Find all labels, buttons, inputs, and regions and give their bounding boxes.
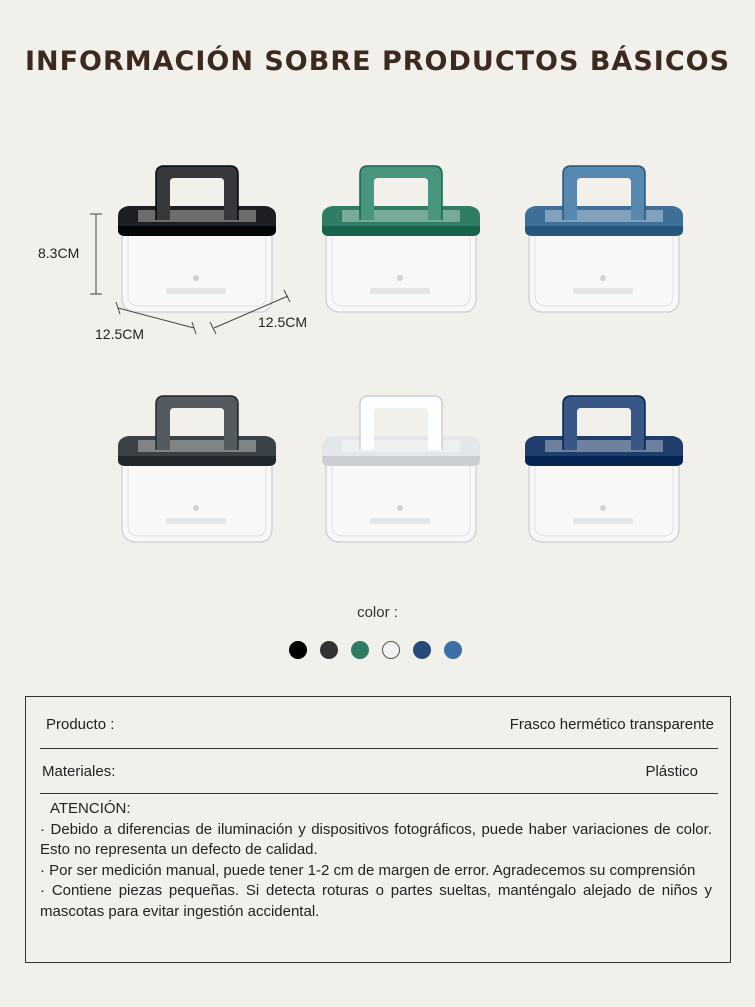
jar-illustration bbox=[112, 390, 282, 550]
product-row bbox=[40, 702, 718, 746]
jar-white bbox=[316, 390, 486, 550]
width-label-right: 12.5CM bbox=[258, 314, 308, 330]
product-value: Frasco hermético transparente bbox=[509, 715, 714, 733]
jar-illustration bbox=[316, 390, 486, 550]
materials-value: Plástico bbox=[645, 762, 698, 780]
jar-green bbox=[316, 160, 486, 320]
materials-row bbox=[40, 749, 718, 793]
notice-item: · Debido a diferencias de iluminación y dispositivos fotográficos, puede haber variaciones de color. Esto no representa un defecto de calidad. bbox=[40, 820, 712, 858]
color-swatch[interactable] bbox=[444, 641, 462, 659]
color-swatches bbox=[289, 641, 462, 659]
product-info-box bbox=[25, 696, 731, 963]
attention-heading: ATENCIÓN: bbox=[50, 800, 131, 817]
color-swatch[interactable] bbox=[320, 641, 338, 659]
color-swatch[interactable] bbox=[382, 641, 400, 659]
color-swatch[interactable] bbox=[351, 641, 369, 659]
notice-item: · Por ser medición manual, puede tener 1-2 cm de margen de error. Agradecemos su comprensión bbox=[40, 861, 696, 879]
jar-illustration bbox=[316, 160, 486, 320]
jar-illustration bbox=[519, 390, 689, 550]
attention-notice bbox=[40, 799, 712, 922]
jar-illustration bbox=[519, 160, 689, 320]
height-label: 8.3CM bbox=[38, 245, 80, 261]
color-swatch[interactable] bbox=[289, 641, 307, 659]
notice-item: · Contiene piezas pequeñas. Si detecta roturas o partes sueltas, manténgalo alejado de niños y mascotas para evitar ingestión accidental. bbox=[40, 882, 712, 920]
color-swatch[interactable] bbox=[413, 641, 431, 659]
jar-navy bbox=[519, 390, 689, 550]
jar-dark-gray bbox=[112, 390, 282, 550]
materials-label: Materiales: bbox=[42, 762, 116, 780]
height-dimension-line bbox=[86, 212, 106, 298]
divider bbox=[40, 793, 718, 794]
page-title: INFORMACIÓN SOBRE PRODUCTOS BÁSICOS bbox=[24, 46, 731, 77]
jar-blue bbox=[519, 160, 689, 320]
width-label-left: 12.5CM bbox=[95, 326, 145, 342]
color-heading: color : bbox=[357, 604, 398, 621]
product-label: Producto : bbox=[46, 715, 115, 733]
